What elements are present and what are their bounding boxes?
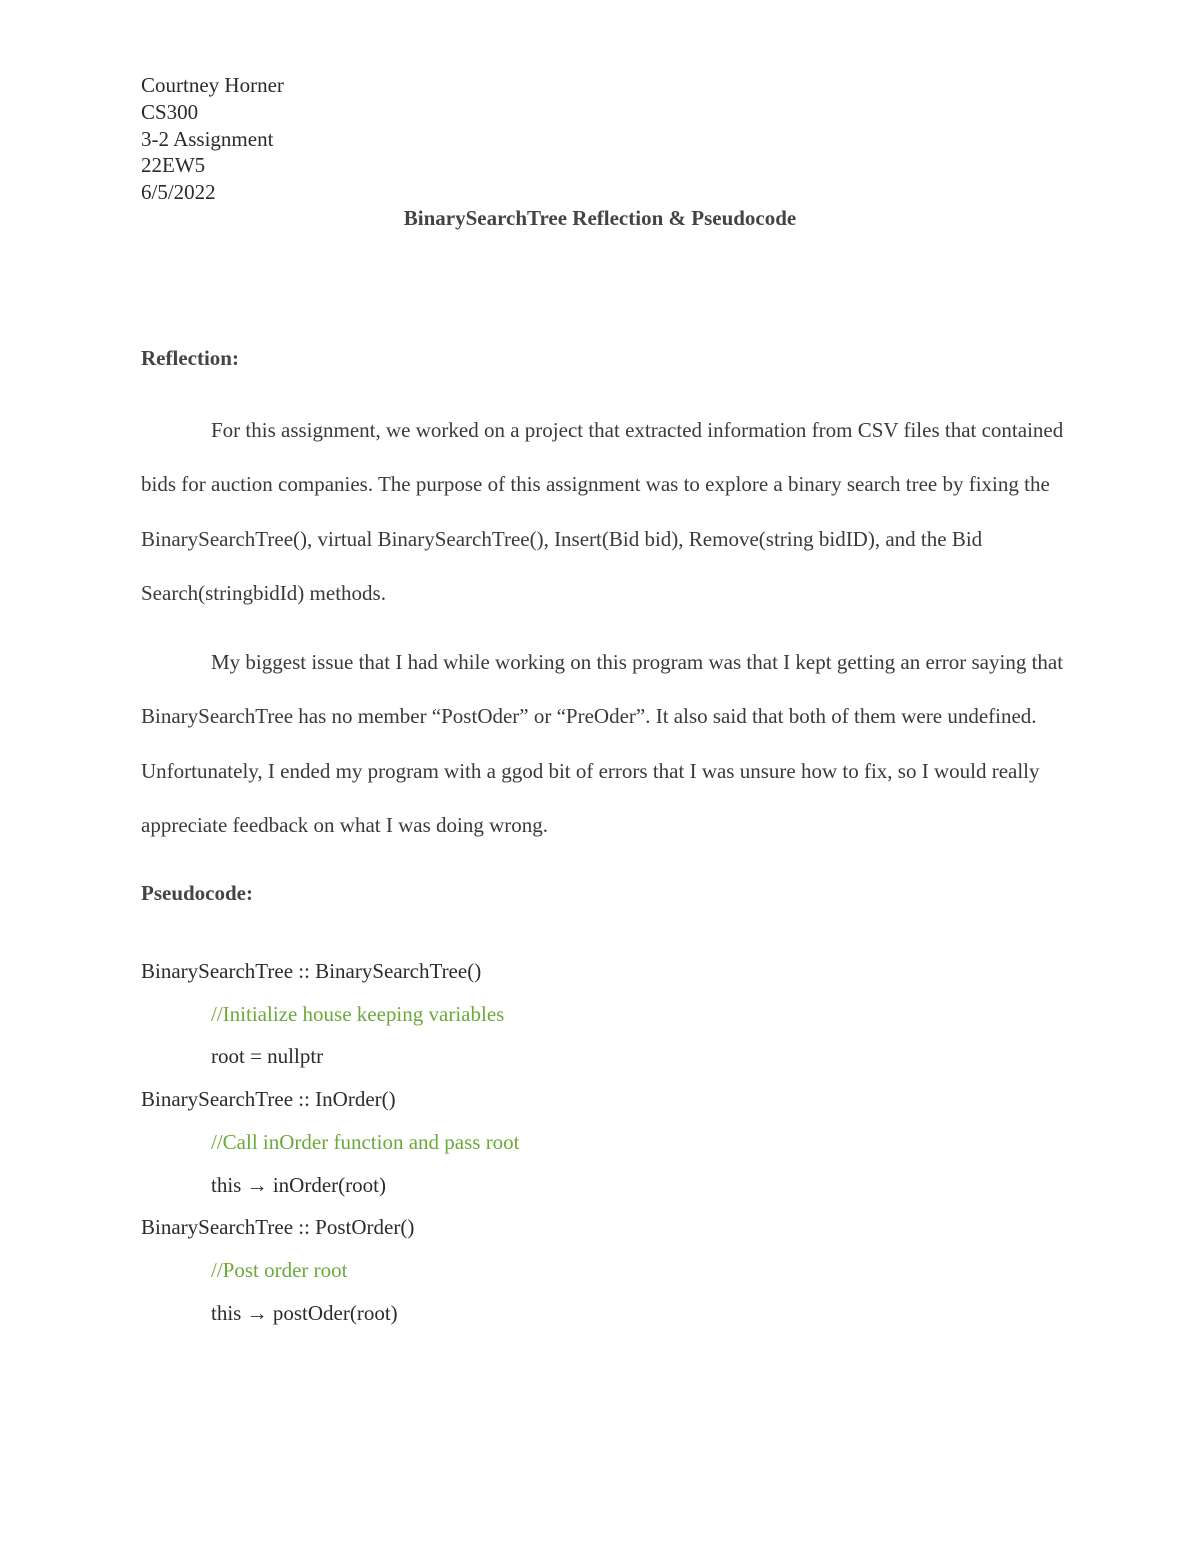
document-title: BinarySearchTree Reflection & Pseudocode [403,206,797,230]
header-block [141,72,284,206]
code-line-statement: this → inOrder(root) [211,1172,386,1197]
code-line-comment: //Post order root [211,1257,348,1282]
author-name: Courtney Horner [141,73,284,97]
code-line-signature: BinarySearchTree :: InOrder() [141,1087,396,1112]
pseudocode-heading: Pseudocode: [141,881,253,905]
code-line-statement: this → postOder(root) [211,1300,398,1325]
reflection-heading: Reflection: [141,346,239,370]
pseudocode-block [141,950,520,1334]
code-line-comment: //Call inOrder function and pass root [211,1129,520,1154]
code-line-signature: BinarySearchTree :: BinarySearchTree() [141,959,482,983]
reflection-paragraph-1: For this assignment, we worked on a project that extracted information from CSV files that contained bids for auction companies. The purpose of this assignment was to explore a binary search tree by fixing the BinarySearchTree(), virtual BinarySearchTree(), Insert(Bid bid), Remove(string bidID), and the Bid Search(stringbidId) methods. [141,418,1064,605]
term-code: 22EW5 [141,153,206,178]
code-line-signature: BinarySearchTree :: PostOrder() [141,1215,415,1240]
code-line-comment: //Initialize house keeping variables [211,1001,505,1026]
assignment-name: 3-2 Assignment [141,126,274,151]
reflection-paragraph-2: My biggest issue that I had while working on this program was that I kept getting an error saying that BinarySearchTree has no member “PostOder” or “PreOder”. It also said that both of them were undefined. Unfortunately, I ended my program with a ggod bit of errors that I was unsure how to fix, so I would really appreciate feedback on what I was doing wrong. [141,650,1064,837]
code-line-statement: root = nullptr [211,1044,324,1069]
date: 6/5/2022 [141,180,216,205]
course-code: CS300 [141,99,199,124]
